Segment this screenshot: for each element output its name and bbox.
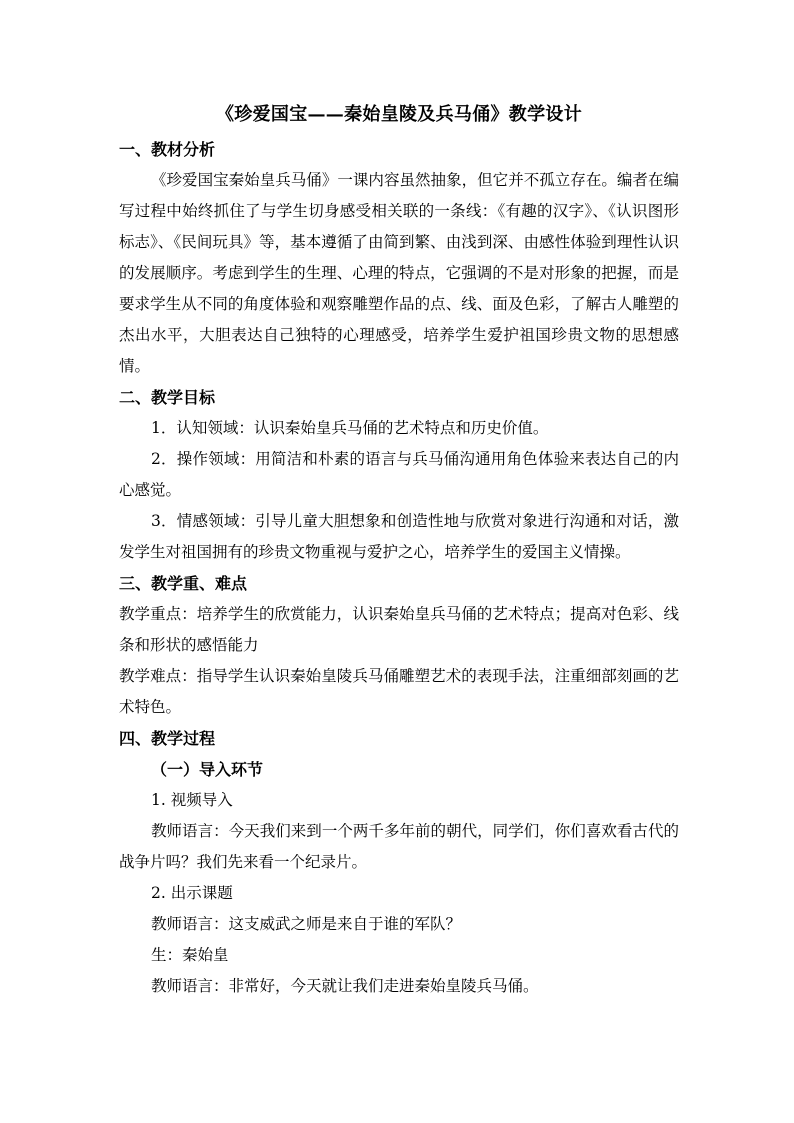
teacher-line-2: 教师语言：这支威武之师是来自于谁的军队？ bbox=[151, 915, 462, 933]
section-heading-key-points: 三、教学重、难点 bbox=[119, 574, 248, 593]
teacher-line-1: 教师语言：今天我们来到一个两千多年前的朝代，同学们，你们喜欢看古代的战争片吗？我们先来看一个纪录片。 bbox=[119, 822, 679, 871]
step-show-topic: 2. 出示课题 bbox=[151, 884, 233, 902]
document-title: 《珍爱国宝——秦始皇陵及兵马俑》教学设计 bbox=[216, 104, 582, 125]
analysis-paragraph: 《珍爱国宝秦始皇兵马俑》一课内容虽然抽象，但它并不孤立存在。编者在编写过程中始终抓住了与学生切身感受相关联的一条线：《有趣的汉字》、《认识图形标志》、《民间玩具》等，基本遵循了由简到繁、由浅到深、由感性体验到理性认识的发展顺序。考虑到学生的生理、心理的特点，它强调的不是对形象的把握，而是要求学生从不同的角度体验和观察雕塑作品的点、线、面及色彩，了解古人雕塑的杰出水平，大胆表达自己独特的心理感受，培养学生爱护祖国珍贵文物的思想感情。 bbox=[119, 171, 679, 375]
teacher-line-3: 教师语言：非常好，今天就让我们走进秦始皇陵兵马俑。 bbox=[151, 977, 539, 995]
section-heading-process: 四、教学过程 bbox=[119, 729, 216, 748]
section-heading-goals: 二、教学目标 bbox=[119, 388, 216, 407]
goal-operation: 2．操作领域：用简洁和朴素的语言与兵马俑沟通用角色体验来表达自己的内心感觉。 bbox=[119, 450, 679, 499]
key-point-paragraph: 教学重点：培养学生的欣赏能力，认识秦始皇兵马俑的艺术特点；提高对色彩、线条和形状的感悟能力 bbox=[119, 605, 679, 654]
goal-emotion: 3．情感领域：引导儿童大胆想象和创造性地与欣赏对象进行沟通和对话，激发学生对祖国拥有的珍贵文物重视与爱护之心，培养学生的爱国主义情操。 bbox=[119, 512, 679, 561]
section-heading-analysis: 一、教材分析 bbox=[119, 140, 216, 159]
step-video-intro: 1. 视频导入 bbox=[151, 791, 233, 809]
student-reply: 生：秦始皇 bbox=[151, 946, 229, 964]
document-page bbox=[119, 98, 679, 1002]
goal-cognitive: 1．认知领域：认识秦始皇兵马俑的艺术特点和历史价值。 bbox=[151, 419, 549, 437]
difficult-point-paragraph: 教学难点：指导学生认识秦始皇陵兵马俑雕塑艺术的表现手法，注重细部刻画的艺术特色。 bbox=[119, 667, 679, 716]
subsection-heading-intro: （一）导入环节 bbox=[151, 760, 264, 779]
